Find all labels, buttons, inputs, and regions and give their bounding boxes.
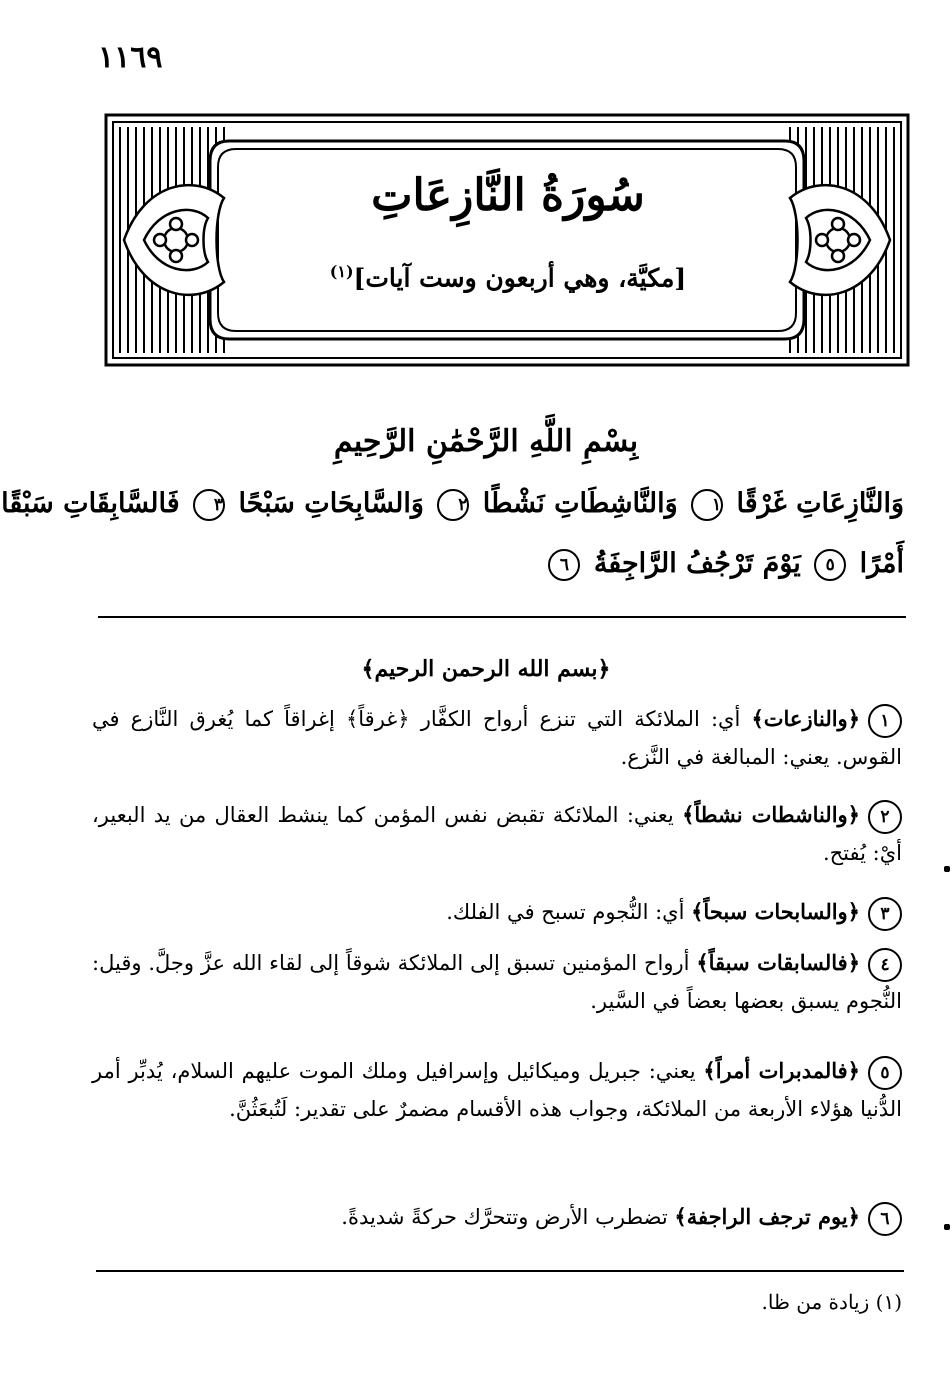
- surah-subtitle-text: [مكيَّة، وهي أربعون وست آيات]: [353, 263, 687, 293]
- tafsir-entry: [92, 893, 902, 931]
- margin-mark: [944, 866, 950, 872]
- tafsir-entry-heading: ﴿فالسابقات سبقاً﴾: [696, 950, 861, 975]
- tafsir-entry-text: أي: الملائكة التي تنزع أرواح الكفَّار ﴿غرقاً﴾ إغراقاً كما يُغرق النَّازع في القوس. يعني: المبالغة في النَّزع.: [92, 707, 902, 769]
- surah-title: سُورَةُ النَّازِعَاتِ: [371, 170, 645, 221]
- footnote-text: زيادة من ظا.: [761, 1290, 870, 1314]
- quran-verse-text: أَمْرًا: [859, 548, 904, 579]
- tafsir-entry: [92, 1198, 902, 1236]
- subtitle-footnote-ref: (١): [329, 262, 354, 281]
- tafsir-entry: [92, 944, 902, 1020]
- footnote-divider: [96, 1270, 904, 1272]
- quran-verse-text: وَالنَّازِعَاتِ غَرْقًا: [736, 488, 904, 519]
- margin-mark: [944, 1224, 950, 1230]
- ornament-frame-graphic: [104, 113, 910, 367]
- section-divider: [98, 616, 906, 618]
- ayah-number-marker: ٣: [193, 489, 225, 521]
- tafsir-entry: [92, 700, 902, 776]
- verse-number-marker: ١: [868, 704, 902, 738]
- ayah-number-marker: ٢: [437, 489, 469, 521]
- surah-subtitle: [240, 262, 776, 292]
- tafsir-entry: [92, 1052, 902, 1128]
- tafsir-entry-heading: ﴿يوم ترجف الراجفة﴾: [674, 1204, 860, 1229]
- quran-verse-line-2: [44, 548, 904, 581]
- quran-basmala: بِسْمِ اللَّهِ الرَّحْمَٰنِ الرَّحِيمِ: [333, 424, 639, 459]
- tafsir-entry-text: أي: النُّجوم تسبح في الفلك.: [446, 900, 692, 924]
- verse-number-marker: ٤: [868, 948, 902, 982]
- verse-number-marker: ٢: [868, 800, 902, 834]
- quran-verse-text: وَالسَّابِحَاتِ سَبْحًا: [238, 488, 424, 519]
- tafsir-basmala: ﴿بسم الله الرحمن الرحيم﴾: [361, 656, 611, 682]
- surah-title-frame: [104, 113, 910, 367]
- ayah-number-marker: ٦: [548, 549, 580, 581]
- tafsir-entry-text: يعني: الملائكة تقبض نفس المؤمن كما ينشط العقال من يد البعير، أيْ: يُفتح.: [92, 803, 902, 865]
- page-number: ١١٦٩: [98, 40, 163, 75]
- tafsir-entry-heading: ﴿فالمدبرات أمراً﴾: [703, 1058, 860, 1083]
- tafsir-entry-text: أرواح المؤمنين تسبق إلى الملائكة شوقاً إلى لقاء الله عزَّ وجلَّ. وقيل: النُّجوم يسبق بعضها بعضاً في السَّير.: [92, 951, 902, 1013]
- quran-verse-text: يَوْمَ تَرْجُفُ الرَّاجِفَةُ: [593, 548, 801, 579]
- tafsir-entry-text: يعني: جبريل وميكائيل وإسرافيل وملك الموت عليهم السلام، يُدبِّر أمر الدُّنيا هؤلاء الأربعة من الملائكة، وجواب هذه الأقسام مضمرٌ على تقدير: لَتُبعَثُنَّ.: [92, 1059, 902, 1121]
- tafsir-entry-heading: ﴿والسابحات سبحاً﴾: [691, 899, 860, 924]
- tafsir-entry-heading: ﴿والنازعات﴾: [751, 706, 860, 731]
- footnote-number: (١): [875, 1290, 902, 1314]
- ayah-number-marker: ٥: [814, 549, 846, 581]
- tafsir-entry-text: تضطرب الأرض وتتحرَّك حركةً شديدةً.: [341, 1205, 675, 1229]
- tafsir-entry: [92, 796, 902, 872]
- tafsir-entry-heading: ﴿والناشطات نشطاً﴾: [682, 802, 860, 827]
- verse-number-marker: ٣: [868, 897, 902, 931]
- verse-number-marker: ٥: [868, 1056, 902, 1090]
- verse-number-marker: ٦: [868, 1202, 902, 1236]
- quran-verse-line-1: [1, 488, 904, 521]
- ayah-number-marker: ١: [691, 489, 723, 521]
- quran-verse-text: وَالنَّاشِطَاتِ نَشْطًا: [482, 488, 678, 519]
- quran-verse-text: فَالسَّابِقَاتِ سَبْقًا: [1, 488, 180, 519]
- footnote: [102, 1290, 902, 1314]
